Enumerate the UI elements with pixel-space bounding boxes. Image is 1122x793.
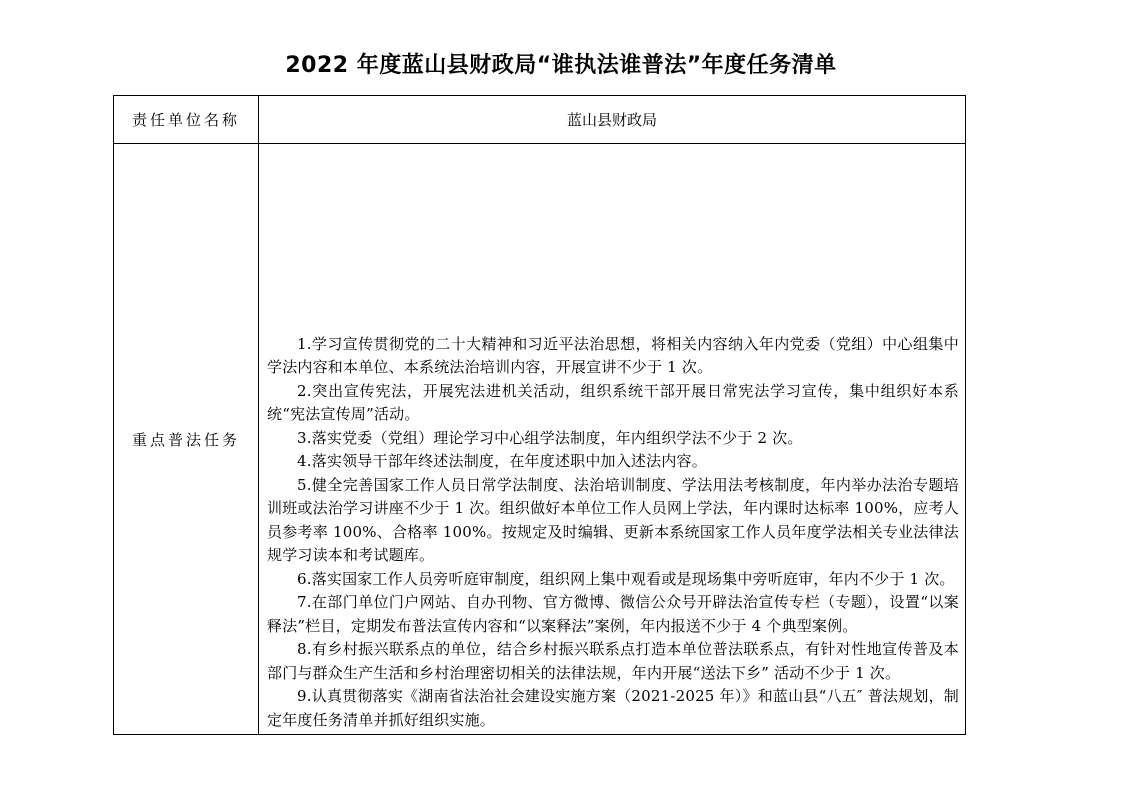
task-item-6: 6.落实国家工作人员旁听庭审制度，组织网上集中观看或是现场集中旁听庭审，年内不少于 1 次。 <box>297 569 955 588</box>
unit-value: 蓝山县财政局 <box>259 96 966 144</box>
task-item-1: 1.学习宣传贯彻党的二十大精神和习近平法治思想，将相关内容纳入年内党委（党组）中心组集中学法内容和本单位、本系统法治培训内容，开展宣讲不少于 1 次。 <box>267 334 959 376</box>
task-item-8: 8.有乡村振兴联系点的单位，结合乡村振兴联系点打造本单位普法联系点，有针对性地宣传普及本部门与群众生产生活和乡村治理密切相关的法律法规，年内开展“送法下乡” 活动不少于 1 次。 <box>267 640 959 682</box>
task-item-9: 9.认真贯彻落实《湖南省法治社会建设实施方案（2021-2025 年）》和蓝山县“八五″ 普法规划，制定年度任务清单并抓好组织实施。 <box>267 687 959 729</box>
unit-row <box>114 96 966 144</box>
tasks-cell <box>259 144 966 735</box>
document-title: 2022 年度蓝山县财政局“谁执法谁普法”年度任务清单 <box>285 53 837 78</box>
task-table <box>113 95 966 735</box>
task-item-7: 7.在部门单位门户网站、自办刊物、官方微博、微信公众号开辟法治宣传专栏（专题），设置“以案释法”栏目，定期发布普法宣传内容和“以案释法”案例，年内报送不少于 4 个典型案例。 <box>267 593 959 635</box>
unit-label: 责任单位名称 <box>114 96 259 144</box>
task-item-2: 2.突出宣传宪法，开展宪法进机关活动，组织系统干部开展日常宪法学习宣传，集中组织好本系统“宪法宣传周”活动。 <box>267 381 959 423</box>
task-item-5: 5.健全完善国家工作人员日常学法制度、法治培训制度、学法用法考核制度，年内举办法治专题培训班或法治学习讲座不少于 1 次。组织做好本单位工作人员网上学法，年内课时达标率 100%，应考人员参考率 100%、合格率 100%。按规定及时编辑、更新本系统国家工作人员年度学法相关专业法律法规学习读本和考试题库。 <box>267 475 959 564</box>
tasks-row <box>114 144 966 735</box>
task-item-3: 3.落实党委（党组）理论学习中心组学法制度，年内组织学法不少于 2 次。 <box>297 428 803 447</box>
task-item-4: 4.落实领导干部年终述法制度，在年度述职中加入述法内容。 <box>297 452 707 470</box>
tasks-label: 重点普法任务 <box>114 144 259 735</box>
